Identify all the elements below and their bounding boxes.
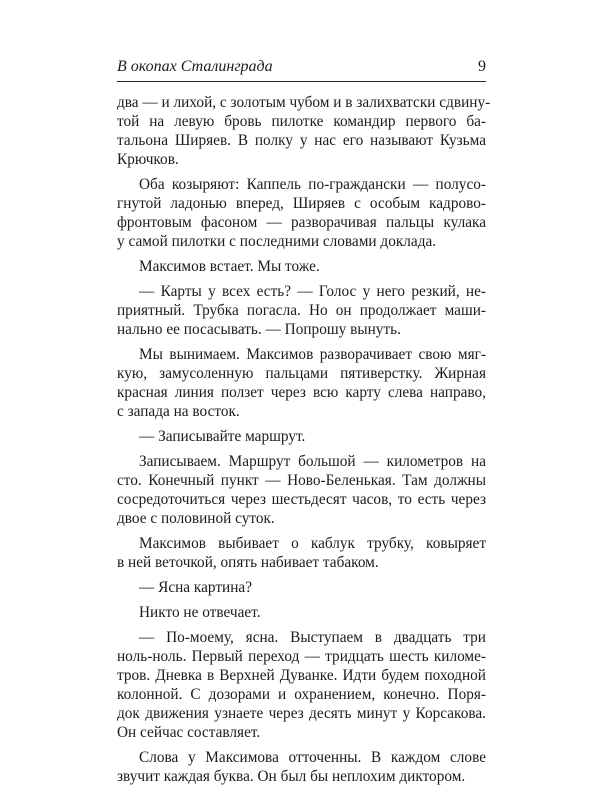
text-line: — Записывайте маршрут.	[139, 428, 306, 445]
paragraph	[117, 748, 486, 786]
text-line: нально ее посасывать. — Попрошу вынуть.	[117, 321, 401, 338]
text-line: с запада на восток.	[117, 403, 240, 420]
text-line: Крючков.	[117, 151, 179, 168]
paragraph	[117, 93, 491, 169]
paragraph	[117, 534, 486, 572]
paragraph	[117, 257, 486, 276]
text-line: Никто не отвечает.	[139, 604, 261, 621]
text-line: сосредоточиться через шестьдесят часов, то есть через	[117, 491, 486, 508]
paragraph	[117, 175, 486, 251]
text-line: звучит каждая буква. Он был бы неплохим диктором.	[117, 768, 466, 785]
paragraph	[117, 345, 486, 421]
text-line: Записываем. Маршрут большой — километров на	[139, 453, 486, 470]
text-line: — По-моему, ясна. Выступаем в двадцать три	[139, 629, 486, 646]
paragraph	[117, 452, 486, 528]
text-line: кую, замусоленную пальцами пятиверстку. Жирная	[117, 365, 486, 382]
paragraph	[117, 282, 486, 339]
text-line: тров. Дневка в Верхней Дуванке. Идти будем походной	[117, 667, 486, 684]
text-line: док движения узнаете через десять минут у Корсакова.	[117, 705, 486, 722]
text-line: Мы вынимаем. Максимов разворачивает свою мяг-	[139, 346, 486, 363]
text-line: Максимов встает. Мы тоже.	[139, 258, 320, 275]
paragraph	[117, 603, 486, 622]
running-head	[117, 57, 486, 79]
paragraph	[117, 578, 486, 597]
text-line: той на левую бровь пилотке командир первого ба-	[117, 113, 486, 130]
text-line: в ней веточкой, опять набивает табаком.	[117, 554, 379, 571]
text-line: сто. Конечный пункт — Ново-Беленькая. Там должны	[117, 472, 486, 489]
text-line: красная линия ползет через всю карту слева направо,	[117, 384, 486, 401]
text-line: у самой пилотки с последними словами доклада.	[117, 233, 437, 250]
text-line: Оба козыряют: Каппель по-граждански — полусо-	[139, 176, 486, 193]
header-rule	[117, 81, 486, 82]
text-line: тальона Ширяев. В полку у нас его называют Кузьма	[117, 132, 486, 149]
text-line: — Ясна картина?	[139, 579, 252, 596]
text-line: Слова у Максимова отточенны. В каждом слове	[139, 749, 486, 766]
text-line: ноль-ноль. Первый переход — тридцать шесть киломе-	[117, 648, 486, 665]
running-title: В окопах Сталинграда	[117, 58, 273, 75]
text-line: Максимов выбивает о каблук трубку, ковыряет	[139, 535, 486, 552]
body-text	[117, 93, 491, 792]
text-line: двое с половиной суток.	[117, 510, 275, 527]
text-line: Он сейчас составляет.	[117, 724, 261, 741]
text-line: — Карты у всех есть? — Голос у него резкий, не-	[139, 283, 486, 300]
text-line: фронтовым фасоном — разворачивая пальцы кулака	[117, 214, 486, 231]
paragraph	[117, 628, 486, 742]
text-line: колонной. С дозорами и охранением, конечно. Поря-	[117, 686, 486, 703]
page-number: 9	[478, 58, 486, 75]
text-line: гнутой ладонью вперед, Ширяев с особым кадрово-	[117, 195, 486, 212]
text-line: приятный. Трубка погасла. Но он продолжает маши-	[117, 302, 486, 319]
paragraph	[117, 427, 486, 446]
text-line: два — и лихой, с золотым чубом и в залихватски сдвину-	[117, 94, 491, 111]
